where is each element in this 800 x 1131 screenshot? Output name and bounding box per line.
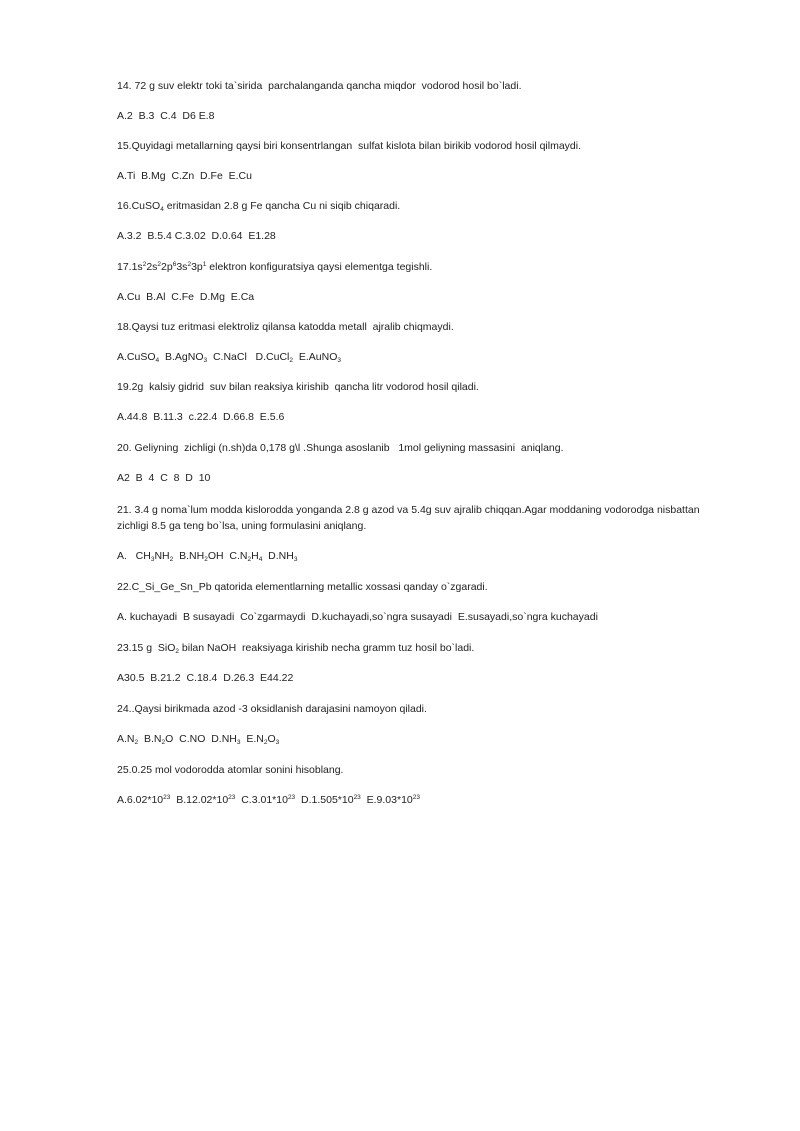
answers-18: A.CuSO$_4$ B.AgNO$_3$ C.NaCl D.CuCl$_2$ E.AuNO$_3$ — [117, 351, 341, 364]
question-24: 24..Qaysi birikmada azod -3 oksidlanish darajasini namoyon qiladi. — [117, 703, 427, 715]
answers-19: A.44.8 B.11.3 c.22.4 D.66.8 E.5.6 — [117, 411, 285, 423]
question-16: 16.CuSO$_4$ eritmasidan 2.8 g Fe qancha Cu ni siqib chiqaradi. — [117, 200, 401, 213]
question-19: 19.2g kalsiy gidrid suv bilan reaksiya kirishib qancha litr vodorod hosil qiladi. — [117, 381, 479, 393]
answers-17: A.Cu B.Al C.Fe D.Mg E.Ca — [117, 291, 255, 303]
question-23: 23.15 g SiO$_2$ bilan NaOH reaksiyaga kirishib necha gramm tuz hosil bo`ladi. — [117, 642, 475, 655]
answers-25: $A.6.02*10^{23}$ $B.12.02*10^{23}$ $C.3.01*10^{23}$ $D.1.505*10^{23}$ $E.9.03*10^{23}$ — [117, 794, 420, 806]
question-21: 21. 3.4 g noma`lum modda kislorodda yonganda 2.8 g azod va 5.4g suv ajralib chiqqan.Agar moddaning vodorodga nisbattan zichligi 8.5 ga teng bo`lsa, uning formulasini aniqlang. — [117, 504, 700, 532]
question-20: 20. Geliyning zichligi (n.sh)da 0,178 g\l .Shunga asoslanib 1mol geliyning massasini aniqlang. — [117, 442, 564, 454]
question-15: 15.Quyidagi metallarning qaysi biri konsentrlangan sulfat kislota bilan birikib vodorod hosil qilmaydi. — [117, 140, 581, 152]
answers-16: A.3.2 B.5.4 C.3.02 D.0.64 E1.28 — [117, 230, 276, 242]
question-14: 14. 72 g suv elektr toki ta`sirida parchalanganda qancha miqdor vodorod hosil bo`ladi. — [117, 80, 522, 92]
question-22: 22.C_Si_Ge_Sn_Pb qatorida elementlarning metallic xossasi qanday o`zgaradi. — [117, 581, 488, 593]
question-25: 25.0.25 mol vodorodda atomlar sonini hisoblang. — [117, 764, 344, 776]
answers-20: A2 B 4 C 8 D 10 — [117, 472, 211, 484]
question-18: 18.Qaysi tuz eritmasi elektroliz qilansa katodda metall ajralib chiqmaydi. — [117, 321, 454, 333]
answers-15: A.Ti B.Mg C.Zn D.Fe E.Cu — [117, 170, 252, 182]
answers-14: A.2 B.3 C.4 D6 E.8 — [117, 110, 215, 122]
answers-23: A30.5 B.21.2 C.18.4 D.26.3 E44.22 — [117, 672, 294, 684]
question-17: $17.1s^22s^22p^63s^23p^1$ elektron konfiguratsiya qaysi elementga tegishli. — [117, 261, 433, 273]
answers-24: $A.N_2$ $B.N_2O$ C.NO $D.NH_3$ $E.N_2O_3$ — [117, 733, 280, 746]
answers-22: A. kuchayadi B susayadi Co`zgarmaydi D.kuchayadi,so`ngra susayadi E.susayadi,so`ngra kuchayadi — [117, 611, 598, 623]
answers-21: A. $CH_3NH_2$ $B.NH_2OH$ $C.N_2H_4$ $D.NH_3$ — [117, 550, 298, 563]
